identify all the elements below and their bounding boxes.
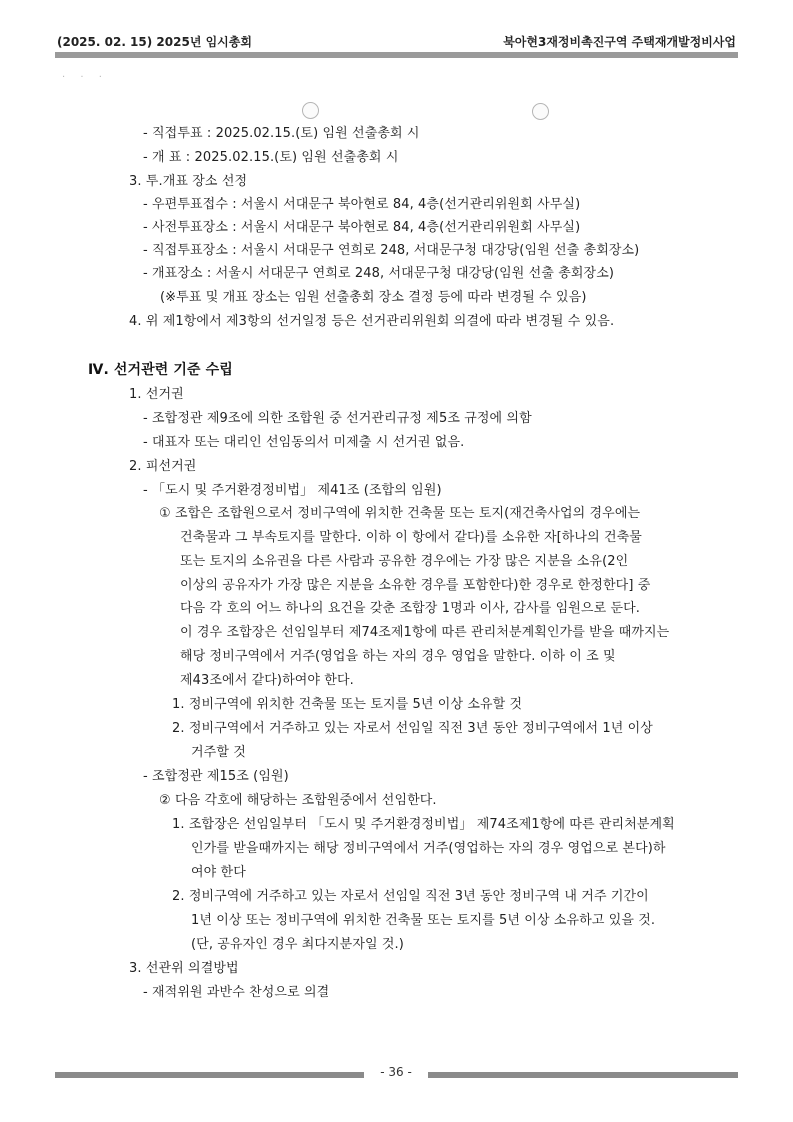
line-postal-vote: - 우편투표접수 : 서울시 서대문구 북아현로 84, 4층(선거관리위원회 사무실) <box>143 197 581 212</box>
line-item-1-a: 1. 조합장은 선임일부터 「도시 및 주거환경정비법」 제74조제1항에 따른 관리처분계획 <box>172 817 675 832</box>
line-schedule-change: 4. 위 제1항에서 제3항의 선거일정 등은 선거관리위원회 의결에 따라 변경될 수 있음. <box>129 314 615 329</box>
line-vote-count: - 개 표 : 2025.02.15.(토) 임원 선출총회 시 <box>143 150 399 165</box>
footer-divider-left <box>55 1072 364 1078</box>
line-law-41: - 「도시 및 주거환경정비법」 제41조 (조합의 임원) <box>143 483 442 498</box>
section-heading-iv: Ⅳ. 선거관련 기준 수립 <box>88 362 233 378</box>
line-venue-note: (※투표 및 개표 장소는 임원 선출총회 장소 결정 등에 따라 변경될 수 있음) <box>160 290 587 305</box>
line-clause-1-f: 이 경우 조합장은 선임일부터 제74조제1항에 따른 관리처분계획인가를 받을 때까지는 <box>180 625 670 640</box>
scan-specks: · · · <box>62 72 108 83</box>
header-left-title: (2025. 02. 15) 2025년 임시총회 <box>57 35 252 49</box>
line-eligibility: 2. 피선거권 <box>129 459 197 474</box>
line-early-vote: - 사전투표장소 : 서울시 서대문구 북아현로 84, 4층(선거관리위원회 사무실) <box>143 220 581 235</box>
line-item-2-a: 2. 정비구역에 거주하고 있는 자로서 선임일 직전 3년 동안 정비구역 내 거주 기간이 <box>172 889 649 904</box>
line-majority: - 재적위원 과반수 찬성으로 의결 <box>143 985 330 1000</box>
line-item-1-c: 여야 한다 <box>191 865 246 880</box>
line-clause-1-h: 제43조에서 같다)하여야 한다. <box>180 673 354 688</box>
line-clause-1-c: 또는 토지의 소유권을 다른 사람과 공유한 경우에는 가장 많은 지분을 소유(2인 <box>180 554 629 569</box>
line-clause-1-d: 이상의 공유자가 가장 많은 지분을 소유한 경우를 포함한다)한 경우로 한정한다] 중 <box>180 578 651 593</box>
line-resolution-method: 3. 선관위 의결방법 <box>129 961 239 976</box>
line-count-venue: - 개표장소 : 서울시 서대문구 연희로 248, 서대문구청 대강당(임원 선출 총회장소) <box>143 266 615 281</box>
footer-divider-right <box>428 1072 738 1078</box>
line-item-2-c: (단, 공유자인 경우 최다지분자일 것.) <box>191 937 404 952</box>
line-clause-1-g: 해당 정비구역에서 거주(영업을 하는 자의 경우 영업을 말한다. 이하 이 조 및 <box>180 649 616 664</box>
line-clause-1-e: 다음 각 호의 어느 하나의 요건을 갖춘 조합장 1명과 이사, 감사를 임원으로 둔다. <box>180 601 641 616</box>
line-item-2-b: 1년 이상 또는 정비구역에 위치한 건축물 또는 토지를 5년 이상 소유하고 있을 것. <box>191 913 656 928</box>
line-clause-1-a: ① 조합은 조합원으로서 정비구역에 위치한 건축물 또는 토지(재건축사업의 경우에는 <box>159 506 641 521</box>
line-req-2-a: 2. 정비구역에서 거주하고 있는 자로서 선임일 직전 3년 동안 정비구역에서 1년 이상 <box>172 721 653 736</box>
line-clause-2: ② 다음 각호에 해당하는 조합원중에서 선임한다. <box>159 793 437 808</box>
header-right-title: 북아현3재정비촉진구역 주택재개발정비사업 <box>503 35 736 49</box>
line-right-to-vote: 1. 선거권 <box>129 387 184 402</box>
line-bylaw-9: - 조합정관 제9조에 의한 조합원 중 선거관리규정 제5조 규정에 의함 <box>143 411 532 426</box>
line-item-1-b: 인가를 받을때까지는 해당 정비구역에서 거주(영업하는 자의 경우 영업으로 본다)하 <box>191 841 666 856</box>
line-venue-heading: 3. 투.개표 장소 선정 <box>129 174 248 189</box>
line-req-2-b: 거주할 것 <box>191 745 246 760</box>
line-direct-venue: - 직접투표장소 : 서울시 서대문구 연희로 248, 서대문구청 대강당(임원 선출 총회장소) <box>143 243 640 258</box>
line-vote-direct: - 직접투표 : 2025.02.15.(토) 임원 선출총회 시 <box>143 126 420 141</box>
page-number: - 36 - <box>380 1065 412 1079</box>
line-clause-1-b: 건축물과 그 부속토지를 말한다. 이하 이 항에서 같다)를 소유한 자[하나의 건축물 <box>180 530 642 545</box>
line-req-1: 1. 정비구역에 위치한 건축물 또는 토지를 5년 이상 소유할 것 <box>172 697 523 712</box>
line-no-proxy: - 대표자 또는 대리인 선임동의서 미제출 시 선거권 없음. <box>143 435 465 450</box>
line-bylaw-15: - 조합정관 제15조 (임원) <box>143 769 289 784</box>
